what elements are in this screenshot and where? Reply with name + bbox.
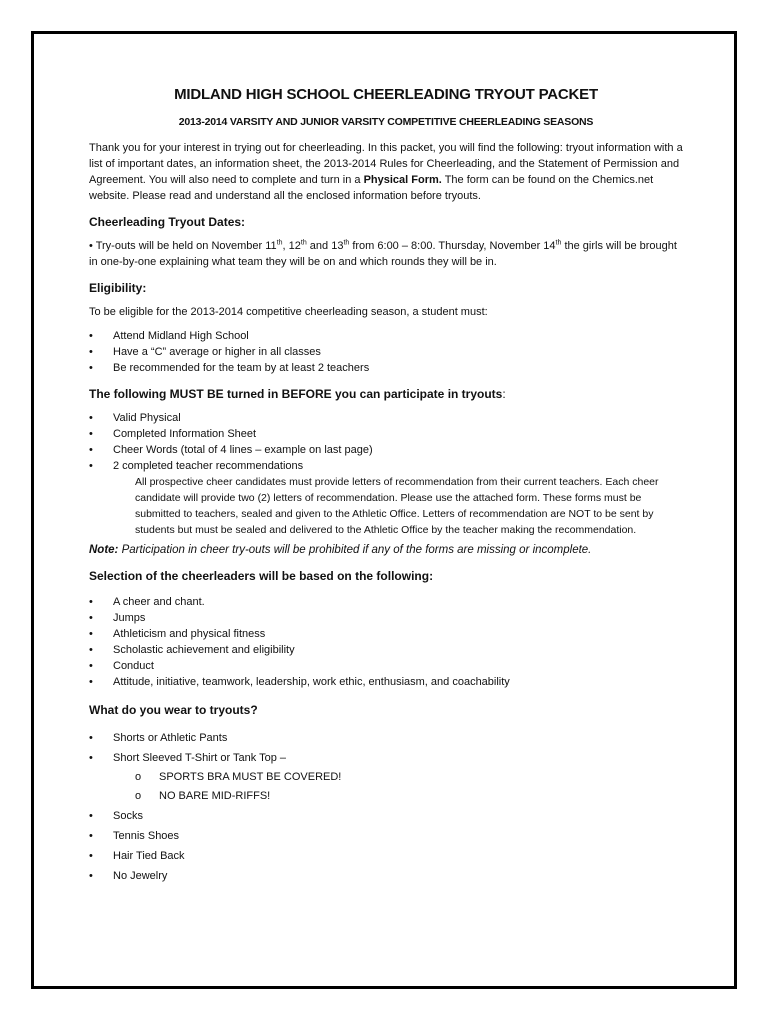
bullet: • xyxy=(89,444,93,456)
bullet: • xyxy=(89,752,93,764)
list-item-text: Attitude, initiative, teamwork, leadership, work ethic, enthusiasm, and coachability xyxy=(113,676,510,688)
list-item xyxy=(89,846,683,866)
ordinal: th xyxy=(343,239,350,247)
recommendation-paragraph: All prospective cheer candidates must provide letters of recommendation from their current teachers. Each cheer candidate will provide two (2) letters of recommendation. Please use the attached form. These forms must be submitted to teachers, sealed and given to the Athletic Office. Letters of recommendation are NOT to be sent by students but must be sealed and delivered to the Athletic Office by the teacher making the recommendation. xyxy=(135,476,659,536)
list-item xyxy=(89,806,683,826)
bullet: • xyxy=(89,850,93,862)
list-item-text: No Jewelry xyxy=(113,870,168,882)
must-turn-in-heading xyxy=(89,386,683,402)
list-item-text: NO BARE MID-RIFFS! xyxy=(159,790,271,802)
list-item-text: Attend Midland High School xyxy=(113,330,249,342)
list-item xyxy=(89,626,683,642)
bullet: • xyxy=(89,644,93,656)
list-subitem xyxy=(89,768,683,786)
list-item xyxy=(89,410,683,426)
list-item-text: A cheer and chant. xyxy=(113,596,205,608)
eligibility-heading: Eligibility: xyxy=(89,281,147,295)
list-item-text: Be recommended for the team by at least 2 teachers xyxy=(113,362,370,374)
bullet: • xyxy=(89,810,93,822)
wear-list xyxy=(89,728,683,886)
bullet: • xyxy=(89,428,93,440)
list-subitem xyxy=(89,786,683,806)
list-item-text: Conduct xyxy=(113,660,154,672)
list-item-text: Socks xyxy=(113,810,143,822)
list-item xyxy=(89,328,683,344)
list-item-text: 2 completed teacher recommendations xyxy=(113,460,304,472)
dates-text: • Try-outs will be held on November 11 xyxy=(89,240,277,252)
list-item xyxy=(89,594,683,610)
document-title: MIDLAND HIGH SCHOOL CHEERLEADING TRYOUT PACKET xyxy=(174,86,598,103)
eligibility-list xyxy=(89,328,683,376)
selection-heading: Selection of the cheerleaders will be based on the following: xyxy=(89,569,434,583)
ordinal: th xyxy=(276,239,283,247)
sub-bullet: o xyxy=(135,771,142,783)
bullet: • xyxy=(89,346,93,358)
dates-text: from 6:00 – 8:00. Thursday, November 14 xyxy=(349,240,556,252)
list-item-text: Hair Tied Back xyxy=(113,850,185,862)
document-subtitle: 2013-2014 VARSITY AND JUNIOR VARSITY COMPETITIVE CHEERLEADING SEASONS xyxy=(178,116,594,128)
list-item xyxy=(89,458,683,474)
bullet: • xyxy=(89,660,93,672)
list-item xyxy=(89,658,683,674)
intro-paragraph xyxy=(89,140,683,204)
intro-text-end: The form can be found on the Chemics.net website. Please read and understand all the enclosed information before tryouts. xyxy=(89,174,654,202)
list-item-text: Shorts or Athletic Pants xyxy=(113,732,228,744)
list-item xyxy=(89,344,683,360)
note-text: Participation in cheer try-outs will be prohibited if any of the forms are missing or incomplete. xyxy=(118,544,592,556)
note xyxy=(89,542,683,558)
bullet: • xyxy=(89,870,93,882)
list-item xyxy=(89,826,683,846)
list-item-text: Short Sleeved T-Shirt or Tank Top – xyxy=(113,752,287,764)
list-item xyxy=(89,442,683,458)
dates-paragraph xyxy=(89,238,683,270)
list-item xyxy=(89,360,683,376)
physical-form-label: Physical Form. xyxy=(363,174,442,186)
list-item-text: Cheer Words (total of 4 lines – example on last page) xyxy=(113,444,373,456)
list-item xyxy=(89,728,683,748)
bullet: • xyxy=(89,596,93,608)
list-item-text: Scholastic achievement and eligibility xyxy=(113,644,295,656)
eligibility-intro: To be eligible for the 2013-2014 competitive cheerleading season, a student must: xyxy=(89,306,488,318)
ordinal: th xyxy=(300,239,307,247)
bullet: • xyxy=(89,676,93,688)
bullet: • xyxy=(89,412,93,424)
list-item-text: Have a “C” average or higher in all classes xyxy=(113,346,321,358)
list-item-text: Completed Information Sheet xyxy=(113,428,257,440)
list-item xyxy=(89,866,683,886)
bullet: • xyxy=(89,612,93,624)
bullet: • xyxy=(89,362,93,374)
intro-text: Thank you for your interest in trying out for cheerleading. In this packet, you will find the following: tryout information with a list of important dates, an information sheet, the 2013-2014 Rules for Cheerleading, and the Statement of Permission and Agreement. You will also need to complete and turn in a xyxy=(89,142,683,186)
must-turn-in-list xyxy=(89,410,683,474)
list-item xyxy=(89,610,683,626)
bullet: • xyxy=(89,628,93,640)
bullet: • xyxy=(89,830,93,842)
list-item-text: Jumps xyxy=(113,612,146,624)
list-item-text: SPORTS BRA MUST BE COVERED! xyxy=(159,771,342,783)
bullet: • xyxy=(89,460,93,472)
list-item-text: Valid Physical xyxy=(113,412,181,424)
list-item-text: Athleticism and physical fitness xyxy=(113,628,266,640)
ordinal: th xyxy=(555,239,562,247)
heading-text: The following MUST BE turned in BEFORE you can participate in tryouts xyxy=(89,387,503,401)
bullet: • xyxy=(89,732,93,744)
heading-colon: : xyxy=(502,387,506,401)
list-item xyxy=(89,642,683,658)
sub-bullet: o xyxy=(135,790,142,802)
selection-list xyxy=(89,594,683,690)
dates-text: , 12 xyxy=(282,240,301,252)
dates-text: and 13 xyxy=(306,240,344,252)
dates-heading: Cheerleading Tryout Dates: xyxy=(89,215,246,229)
document-page xyxy=(89,80,683,886)
wear-heading: What do you wear to tryouts? xyxy=(89,703,258,717)
list-item xyxy=(89,674,683,690)
note-label: Note: xyxy=(89,544,119,556)
list-item xyxy=(89,426,683,442)
dates-text: the girls will be brought in one-by-one explaining what team they will be on and which rounds they will be in. xyxy=(89,240,677,268)
list-item-text: Tennis Shoes xyxy=(113,830,180,842)
bullet: • xyxy=(89,330,93,342)
list-item xyxy=(89,748,683,768)
